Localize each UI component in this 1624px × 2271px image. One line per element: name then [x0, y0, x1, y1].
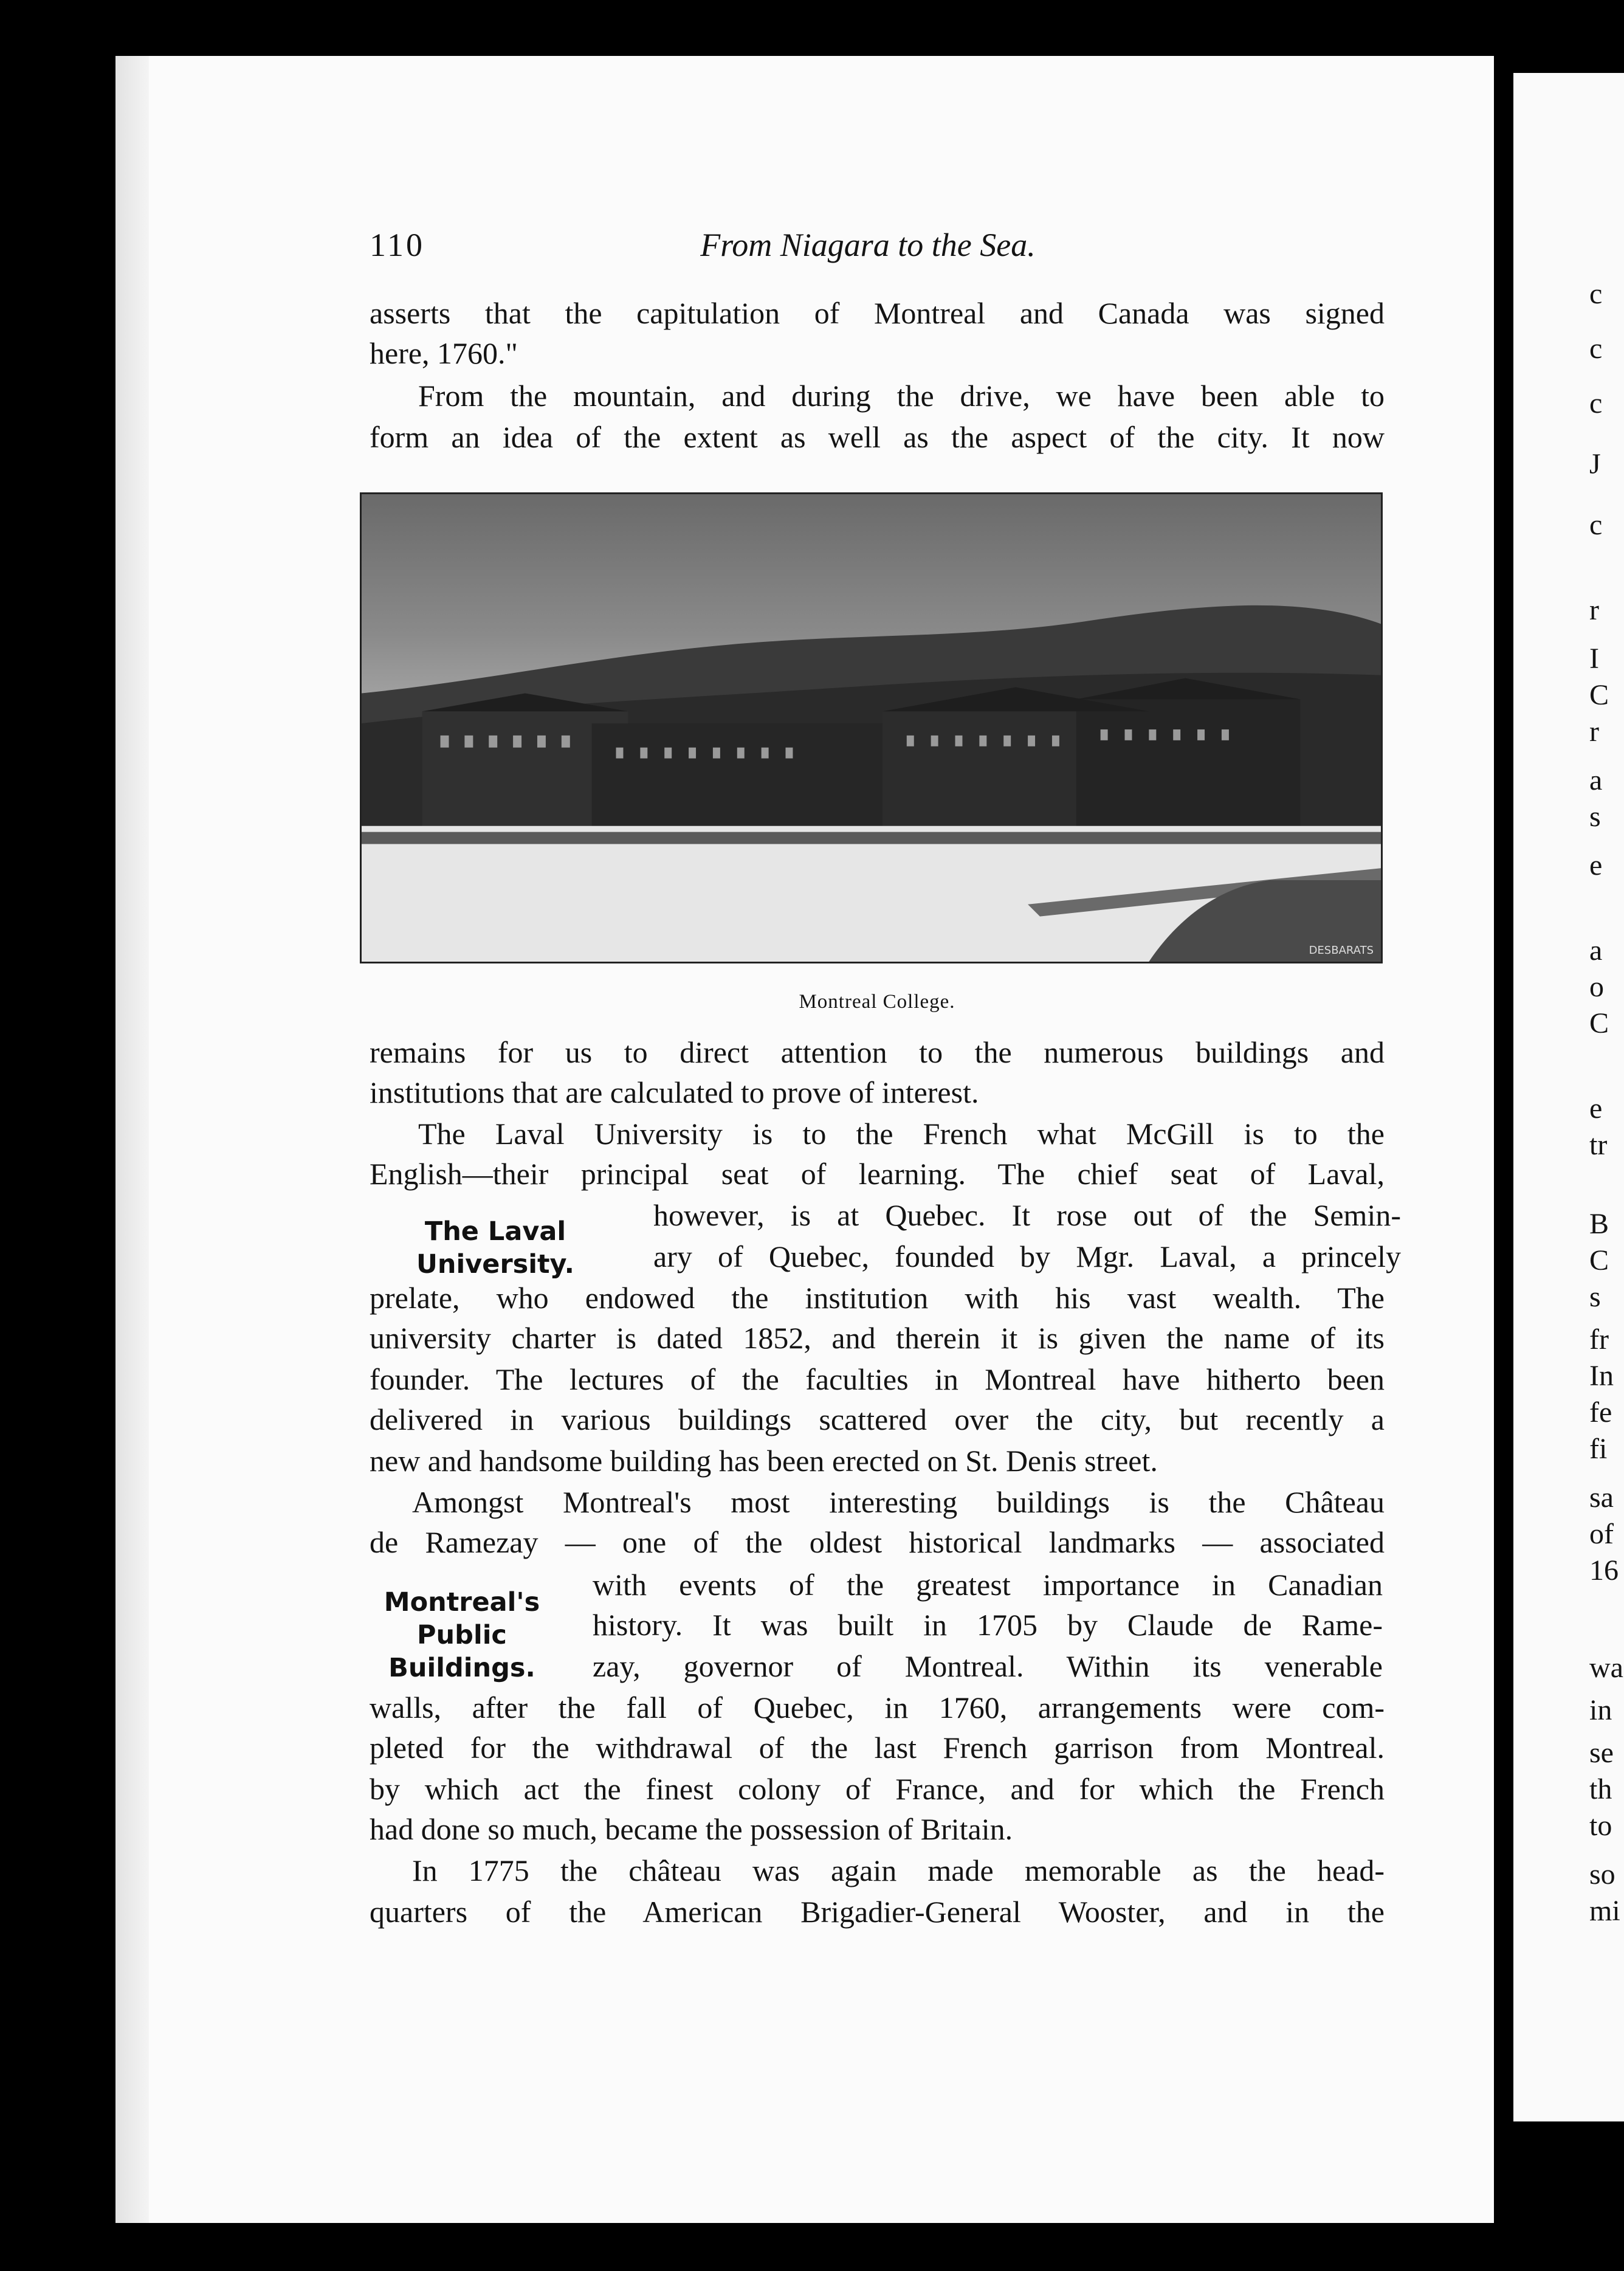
facing-page-fragment: c: [1589, 278, 1603, 310]
facing-page-fragment: wa: [1589, 1652, 1623, 1684]
facing-page-fragment: c: [1589, 333, 1603, 365]
facing-page-fragment: th: [1589, 1773, 1612, 1805]
facing-page-fragment: B: [1589, 1208, 1609, 1240]
text-line: zay, governor of Montreal. Within its venerable: [593, 1649, 1383, 1683]
facing-page-fragment: tr: [1589, 1129, 1608, 1161]
facing-page-fragment: 16: [1589, 1554, 1619, 1587]
text-line: had done so much, became the possession of Britain.: [370, 1812, 1013, 1846]
facing-page-fragment: r: [1589, 715, 1599, 748]
facing-page-fragment: a: [1589, 934, 1603, 967]
text-line: here, 1760.": [370, 336, 518, 370]
text-line: Amongst Montreal's most interesting buildings is the Château: [412, 1485, 1385, 1519]
text-line: with events of the greatest importance in Canadian: [593, 1568, 1383, 1602]
facing-page-fragment: I: [1589, 643, 1599, 675]
facing-page-fragment: e: [1589, 849, 1603, 881]
text-line: history. It was built in 1705 by Claude de Rame-: [593, 1608, 1383, 1642]
facing-page-fragment: C: [1589, 1007, 1609, 1039]
text-line: institutions that are calculated to prove of interest.: [370, 1075, 979, 1109]
facing-page-fragment: a: [1589, 764, 1603, 796]
facing-page-fragment: c: [1589, 387, 1603, 419]
facing-page-fragment: sa: [1589, 1481, 1614, 1514]
sidenote-line: Public Buildings.: [388, 1619, 535, 1683]
facing-page-fragment: In: [1589, 1360, 1614, 1392]
facing-page-fragment: se: [1589, 1737, 1614, 1769]
running-title: From Niagara to the Sea.: [700, 227, 1036, 263]
montreal-college-photo: [360, 492, 1383, 963]
text-line: From the mountain, and during the drive, we have been able to: [418, 379, 1385, 413]
text-line: prelate, who endowed the institution with his vast wealth. The: [370, 1281, 1385, 1315]
facing-page-fragment: in: [1589, 1694, 1612, 1726]
text-line: delivered in various buildings scattered over the city, but recently a: [370, 1402, 1385, 1436]
text-line: English—their principal seat of learning. The chief seat of Laval,: [370, 1157, 1385, 1191]
facing-page-fragment: so: [1589, 1858, 1615, 1890]
facing-page-fragment: fi: [1589, 1433, 1608, 1465]
page-header: [370, 226, 1366, 269]
text-line: The Laval University is to the French what McGill is to the: [418, 1117, 1385, 1151]
text-line: de Ramezay — one of the oldest historical landmarks — associated: [370, 1525, 1385, 1559]
facing-page-fragment: o: [1589, 971, 1604, 1003]
sidenote-public-buildings: [359, 1587, 565, 1684]
facing-page-fragment: of: [1589, 1518, 1614, 1550]
text-line: ary of Quebec, founded by Mgr. Laval, a princely: [653, 1239, 1401, 1273]
facing-page-fragment: r: [1589, 594, 1599, 626]
facing-page-fragment: C: [1589, 679, 1609, 711]
facing-page-fragment: C: [1589, 1244, 1609, 1277]
text-line: pleted for the withdrawal of the last French garrison from Montreal.: [370, 1731, 1385, 1765]
facing-page-fragment: to: [1589, 1810, 1612, 1842]
sidenote-line: Montreal's: [384, 1587, 540, 1618]
text-line: quarters of the American Brigadier-General Wooster, and in the: [370, 1895, 1385, 1929]
college-illustration: [362, 494, 1381, 962]
facing-page-fragment: fe: [1589, 1396, 1612, 1428]
text-line: asserts that the capitulation of Montreal and Canada was signed: [370, 296, 1385, 330]
page-edge-shadow: [115, 56, 149, 2223]
text-line: university charter is dated 1852, and therein it is given the name of its: [370, 1321, 1385, 1355]
page-number: 110: [370, 227, 425, 263]
facing-page-edge: [1513, 73, 1624, 2121]
text-line: founder. The lectures of the faculties in Montreal have hitherto been: [370, 1362, 1385, 1396]
facing-page-fragment: e: [1589, 1092, 1603, 1125]
text-line: form an idea of the extent as well as the aspect of the city. It now: [370, 420, 1385, 454]
sidenote-laval-university: The Laval University.: [416, 1216, 574, 1280]
figure-caption: Montreal College.: [799, 991, 955, 1013]
text-line: however, is at Quebec. It rose out of the Semin-: [653, 1198, 1401, 1232]
facing-page-fragment: J: [1589, 448, 1601, 480]
text-line: remains for us to direct attention to the numerous buildings and: [370, 1035, 1385, 1069]
text-line: In 1775 the château was again made memorable as the head-: [412, 1853, 1385, 1887]
text-line: new and handsome building has been erected on St. Denis street.: [370, 1444, 1158, 1478]
facing-page-fragment: s: [1589, 801, 1601, 833]
text-line: by which act the finest colony of France, and for which the French: [370, 1772, 1385, 1806]
text-line: walls, after the fall of Quebec, in 1760, arrangements were com-: [370, 1690, 1385, 1725]
facing-page-fragment: s: [1589, 1281, 1601, 1313]
facing-page-fragment: c: [1589, 509, 1603, 541]
facing-page-fragment: mi: [1589, 1895, 1620, 1927]
photo-credit: DESBARATS: [1309, 944, 1374, 957]
facing-page-fragment: fr: [1589, 1323, 1609, 1356]
